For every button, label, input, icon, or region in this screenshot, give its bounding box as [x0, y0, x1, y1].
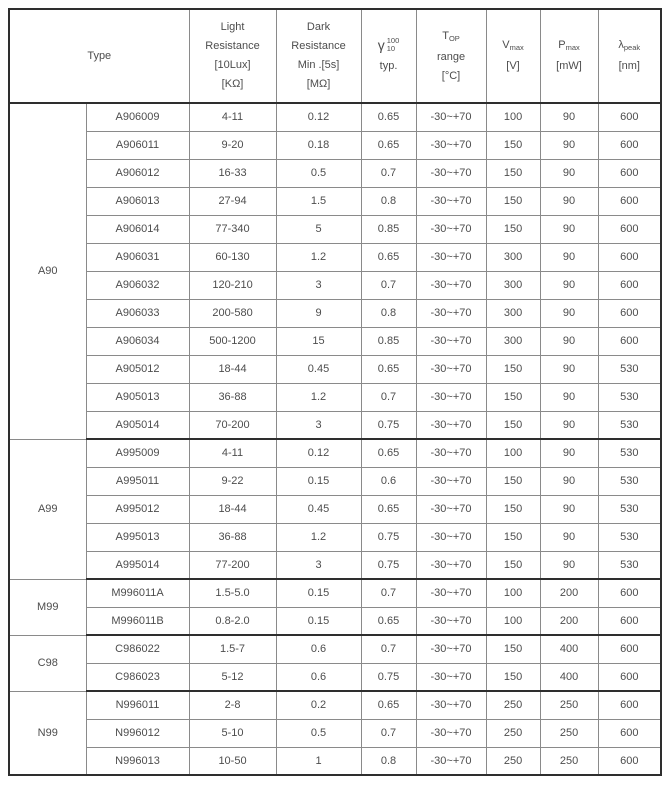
header-pmax: $P_{max}$ [mW]: [540, 9, 598, 103]
top-range-cell: -30~+70: [416, 747, 486, 775]
gamma-cell: 0.6: [361, 467, 416, 495]
vmax-cell: 150: [486, 663, 540, 691]
dark-resistance-cell: 1.5: [276, 187, 361, 215]
top-range-cell: -30~+70: [416, 159, 486, 187]
vmax-cell: 250: [486, 691, 540, 719]
dark-resistance-cell: 0.15: [276, 467, 361, 495]
lambda-peak-cell: 530: [598, 495, 661, 523]
vmax-cell: 150: [486, 467, 540, 495]
gamma-cell: 0.65: [361, 243, 416, 271]
dark-resistance-cell: 1.2: [276, 523, 361, 551]
light-resistance-cell: 60-130: [189, 243, 276, 271]
light-resistance-cell: 0.8-2.0: [189, 607, 276, 635]
gamma-cell: 0.8: [361, 747, 416, 775]
light-resistance-cell: 18-44: [189, 495, 276, 523]
top-range-cell: -30~+70: [416, 467, 486, 495]
part-number-cell: M996011A: [86, 579, 189, 607]
lambda-peak-cell: 600: [598, 187, 661, 215]
table-row: [9, 355, 661, 383]
table-body: [9, 103, 661, 775]
part-number-cell: A906031: [86, 243, 189, 271]
gamma-cell: 0.75: [361, 523, 416, 551]
part-number-cell: A906032: [86, 271, 189, 299]
gamma-cell: 0.65: [361, 103, 416, 131]
vmax-cell: 100: [486, 439, 540, 467]
table-row: [9, 439, 661, 467]
lambda-peak-cell: 600: [598, 719, 661, 747]
pmax-cell: 90: [540, 523, 598, 551]
table-row: [9, 663, 661, 691]
part-number-cell: A906034: [86, 327, 189, 355]
part-number-cell: A905014: [86, 411, 189, 439]
vmax-cell: 300: [486, 271, 540, 299]
vmax-cell: 150: [486, 411, 540, 439]
gamma-cell: 0.85: [361, 327, 416, 355]
dark-resistance-cell: 0.12: [276, 103, 361, 131]
dark-resistance-cell: 5: [276, 215, 361, 243]
dark-resistance-cell: 0.2: [276, 691, 361, 719]
header-lambda-peak: $\lambda_{peak}$ [nm]: [598, 9, 661, 103]
table-row: [9, 579, 661, 607]
pmax-cell: 250: [540, 719, 598, 747]
dark-resistance-cell: 15: [276, 327, 361, 355]
table-row: [9, 691, 661, 719]
table-row: [9, 467, 661, 495]
pmax-cell: 400: [540, 635, 598, 663]
top-range-cell: -30~+70: [416, 327, 486, 355]
table-row: [9, 103, 661, 131]
vmax-cell: 100: [486, 607, 540, 635]
light-resistance-cell: 4-11: [189, 439, 276, 467]
gamma-cell: 0.85: [361, 215, 416, 243]
gamma-cell: 0.75: [361, 663, 416, 691]
pmax-cell: 90: [540, 355, 598, 383]
table-row: [9, 495, 661, 523]
dark-resistance-cell: 9: [276, 299, 361, 327]
vmax-cell: 150: [486, 495, 540, 523]
top-range-cell: -30~+70: [416, 495, 486, 523]
gamma-cell: 0.65: [361, 439, 416, 467]
gamma-cell: 0.7: [361, 635, 416, 663]
gamma-cell: 0.65: [361, 355, 416, 383]
lambda-peak-cell: 600: [598, 131, 661, 159]
top-range-cell: -30~+70: [416, 523, 486, 551]
part-number-cell: A906011: [86, 131, 189, 159]
pmax-cell: 200: [540, 579, 598, 607]
dark-resistance-cell: 0.15: [276, 607, 361, 635]
top-range-cell: -30~+70: [416, 187, 486, 215]
pmax-cell: 90: [540, 243, 598, 271]
group-cell: C98: [9, 635, 86, 691]
vmax-cell: 150: [486, 159, 540, 187]
light-resistance-cell: 5-12: [189, 663, 276, 691]
top-range-cell: -30~+70: [416, 719, 486, 747]
gamma-cell: 0.8: [361, 187, 416, 215]
vmax-cell: 150: [486, 383, 540, 411]
gamma-symbol: γ 100 10: [377, 35, 400, 53]
header-dark-resistance: Dark Resistance Min .[5s] [MΩ]: [276, 9, 361, 103]
gamma-cell: 0.7: [361, 579, 416, 607]
lambda-symbol: $\lambda_{peak}$: [618, 39, 641, 52]
table-row: [9, 271, 661, 299]
top-range-cell: -30~+70: [416, 103, 486, 131]
top-range-cell: -30~+70: [416, 383, 486, 411]
table-row: [9, 327, 661, 355]
table-row: [9, 551, 661, 579]
top-range-cell: -30~+70: [416, 579, 486, 607]
light-resistance-cell: 200-580: [189, 299, 276, 327]
light-resistance-cell: 27-94: [189, 187, 276, 215]
lambda-peak-cell: 600: [598, 663, 661, 691]
table-row: [9, 523, 661, 551]
table-row: [9, 383, 661, 411]
part-number-cell: A995012: [86, 495, 189, 523]
light-resistance-cell: 9-22: [189, 467, 276, 495]
header-gamma: γ 100 10 typ.: [361, 9, 416, 103]
part-number-cell: A906013: [86, 187, 189, 215]
table-row: [9, 215, 661, 243]
lambda-peak-cell: 530: [598, 439, 661, 467]
top-range-cell: -30~+70: [416, 243, 486, 271]
top-range-cell: -30~+70: [416, 215, 486, 243]
dark-resistance-cell: 1: [276, 747, 361, 775]
light-resistance-cell: 120-210: [189, 271, 276, 299]
vmax-cell: 150: [486, 635, 540, 663]
top-range-cell: -30~+70: [416, 299, 486, 327]
dark-resistance-cell: 0.6: [276, 635, 361, 663]
vmax-cell: 250: [486, 747, 540, 775]
pmax-symbol: $P_{max}$: [558, 39, 580, 52]
lambda-peak-cell: 600: [598, 243, 661, 271]
table-row: [9, 243, 661, 271]
pmax-cell: 90: [540, 299, 598, 327]
top-range-cell: -30~+70: [416, 271, 486, 299]
gamma-cell: 0.7: [361, 159, 416, 187]
light-resistance-cell: 4-11: [189, 103, 276, 131]
lambda-peak-cell: 600: [598, 215, 661, 243]
vmax-cell: 100: [486, 103, 540, 131]
top-range-cell: -30~+70: [416, 355, 486, 383]
light-resistance-cell: 16-33: [189, 159, 276, 187]
dark-resistance-cell: 0.15: [276, 579, 361, 607]
vmax-cell: 150: [486, 551, 540, 579]
dark-resistance-cell: 0.5: [276, 159, 361, 187]
table-row: [9, 747, 661, 775]
pmax-cell: 90: [540, 327, 598, 355]
lambda-peak-cell: 530: [598, 551, 661, 579]
dark-resistance-cell: 3: [276, 271, 361, 299]
part-number-cell: A906009: [86, 103, 189, 131]
light-resistance-cell: 18-44: [189, 355, 276, 383]
header-light-resistance: Light Resistance [10Lux] [KΩ]: [189, 9, 276, 103]
lambda-peak-cell: 600: [598, 607, 661, 635]
lambda-peak-cell: 600: [598, 691, 661, 719]
pmax-cell: 90: [540, 551, 598, 579]
vmax-cell: 150: [486, 215, 540, 243]
light-resistance-cell: 1.5-5.0: [189, 579, 276, 607]
pmax-cell: 90: [540, 103, 598, 131]
top-range-cell: -30~+70: [416, 551, 486, 579]
photoresistor-spec-table: [8, 8, 662, 776]
lambda-peak-cell: 600: [598, 635, 661, 663]
light-resistance-cell: 1.5-7: [189, 635, 276, 663]
table-row: [9, 299, 661, 327]
part-number-cell: M996011B: [86, 607, 189, 635]
light-resistance-cell: 36-88: [189, 523, 276, 551]
table-header: [9, 9, 661, 103]
part-number-cell: N996012: [86, 719, 189, 747]
group-cell: A90: [9, 103, 86, 439]
light-resistance-cell: 5-10: [189, 719, 276, 747]
lambda-peak-cell: 600: [598, 271, 661, 299]
table-row: [9, 187, 661, 215]
pmax-cell: 90: [540, 495, 598, 523]
lambda-peak-cell: 600: [598, 159, 661, 187]
lambda-peak-cell: 600: [598, 103, 661, 131]
part-number-cell: A995013: [86, 523, 189, 551]
table-row: [9, 635, 661, 663]
part-number-cell: A995011: [86, 467, 189, 495]
gamma-cell: 0.75: [361, 411, 416, 439]
pmax-cell: 90: [540, 159, 598, 187]
gamma-cell: 0.75: [361, 551, 416, 579]
part-number-cell: N996013: [86, 747, 189, 775]
light-resistance-cell: 2-8: [189, 691, 276, 719]
part-number-cell: A995009: [86, 439, 189, 467]
top-symbol: $T_{OP}$: [442, 29, 460, 43]
pmax-cell: 90: [540, 131, 598, 159]
group-cell: A99: [9, 439, 86, 579]
top-range-cell: -30~+70: [416, 411, 486, 439]
gamma-cell: 0.8: [361, 299, 416, 327]
top-range-cell: -30~+70: [416, 635, 486, 663]
header-top-range: $T_{OP}$ range [°C]: [416, 9, 486, 103]
pmax-cell: 200: [540, 607, 598, 635]
dark-resistance-cell: 3: [276, 411, 361, 439]
top-range-cell: -30~+70: [416, 691, 486, 719]
top-range-cell: -30~+70: [416, 439, 486, 467]
top-range-cell: -30~+70: [416, 607, 486, 635]
lambda-peak-cell: 600: [598, 579, 661, 607]
part-number-cell: A905013: [86, 383, 189, 411]
light-resistance-cell: 77-200: [189, 551, 276, 579]
vmax-cell: 150: [486, 187, 540, 215]
pmax-cell: 90: [540, 439, 598, 467]
dark-resistance-cell: 0.45: [276, 495, 361, 523]
part-number-cell: A905012: [86, 355, 189, 383]
light-resistance-cell: 70-200: [189, 411, 276, 439]
lambda-peak-cell: 530: [598, 383, 661, 411]
dark-resistance-cell: 0.12: [276, 439, 361, 467]
table-row: [9, 159, 661, 187]
table-row: [9, 411, 661, 439]
lambda-peak-cell: 530: [598, 355, 661, 383]
gamma-cell: 0.65: [361, 131, 416, 159]
part-number-cell: C986022: [86, 635, 189, 663]
dark-resistance-cell: 0.18: [276, 131, 361, 159]
part-number-cell: A995014: [86, 551, 189, 579]
part-number-cell: A906014: [86, 215, 189, 243]
header-type: [9, 9, 189, 103]
pmax-cell: 90: [540, 271, 598, 299]
pmax-cell: 90: [540, 411, 598, 439]
gamma-cell: 0.65: [361, 607, 416, 635]
lambda-peak-cell: 600: [598, 747, 661, 775]
gamma-cell: 0.7: [361, 271, 416, 299]
vmax-cell: 250: [486, 719, 540, 747]
light-resistance-cell: 77-340: [189, 215, 276, 243]
pmax-cell: 250: [540, 747, 598, 775]
vmax-cell: 150: [486, 523, 540, 551]
pmax-cell: 400: [540, 663, 598, 691]
light-resistance-cell: 10-50: [189, 747, 276, 775]
lambda-peak-cell: 600: [598, 327, 661, 355]
gamma-cell: 0.7: [361, 719, 416, 747]
dark-resistance-cell: 3: [276, 551, 361, 579]
part-number-cell: N996011: [86, 691, 189, 719]
gamma-cell: 0.65: [361, 495, 416, 523]
group-cell: N99: [9, 691, 86, 775]
vmax-cell: 300: [486, 299, 540, 327]
lambda-peak-cell: 530: [598, 467, 661, 495]
table-row: [9, 607, 661, 635]
pmax-cell: 90: [540, 467, 598, 495]
light-resistance-cell: 9-20: [189, 131, 276, 159]
dark-resistance-cell: 0.45: [276, 355, 361, 383]
vmax-symbol: $V_{max}$: [502, 39, 524, 52]
pmax-cell: 250: [540, 691, 598, 719]
pmax-cell: 90: [540, 187, 598, 215]
top-range-cell: -30~+70: [416, 663, 486, 691]
dark-resistance-cell: 1.2: [276, 383, 361, 411]
lambda-peak-cell: 530: [598, 523, 661, 551]
group-cell: M99: [9, 579, 86, 635]
dark-resistance-cell: 0.5: [276, 719, 361, 747]
header-vmax: $V_{max}$ [V]: [486, 9, 540, 103]
dark-resistance-cell: 0.6: [276, 663, 361, 691]
pmax-cell: 90: [540, 215, 598, 243]
table-row: [9, 719, 661, 747]
pmax-cell: 90: [540, 383, 598, 411]
dark-resistance-cell: 1.2: [276, 243, 361, 271]
lambda-peak-cell: 600: [598, 299, 661, 327]
gamma-cell: 0.65: [361, 691, 416, 719]
vmax-cell: 100: [486, 579, 540, 607]
vmax-cell: 150: [486, 131, 540, 159]
light-resistance-cell: 500-1200: [189, 327, 276, 355]
gamma-cell: 0.7: [361, 383, 416, 411]
table-row: [9, 131, 661, 159]
part-number-cell: A906012: [86, 159, 189, 187]
lambda-peak-cell: 530: [598, 411, 661, 439]
vmax-cell: 150: [486, 355, 540, 383]
vmax-cell: 300: [486, 327, 540, 355]
header-type-label: Type: [87, 49, 112, 62]
light-resistance-cell: 36-88: [189, 383, 276, 411]
vmax-cell: 300: [486, 243, 540, 271]
top-range-cell: -30~+70: [416, 131, 486, 159]
part-number-cell: C986023: [86, 663, 189, 691]
part-number-cell: A906033: [86, 299, 189, 327]
